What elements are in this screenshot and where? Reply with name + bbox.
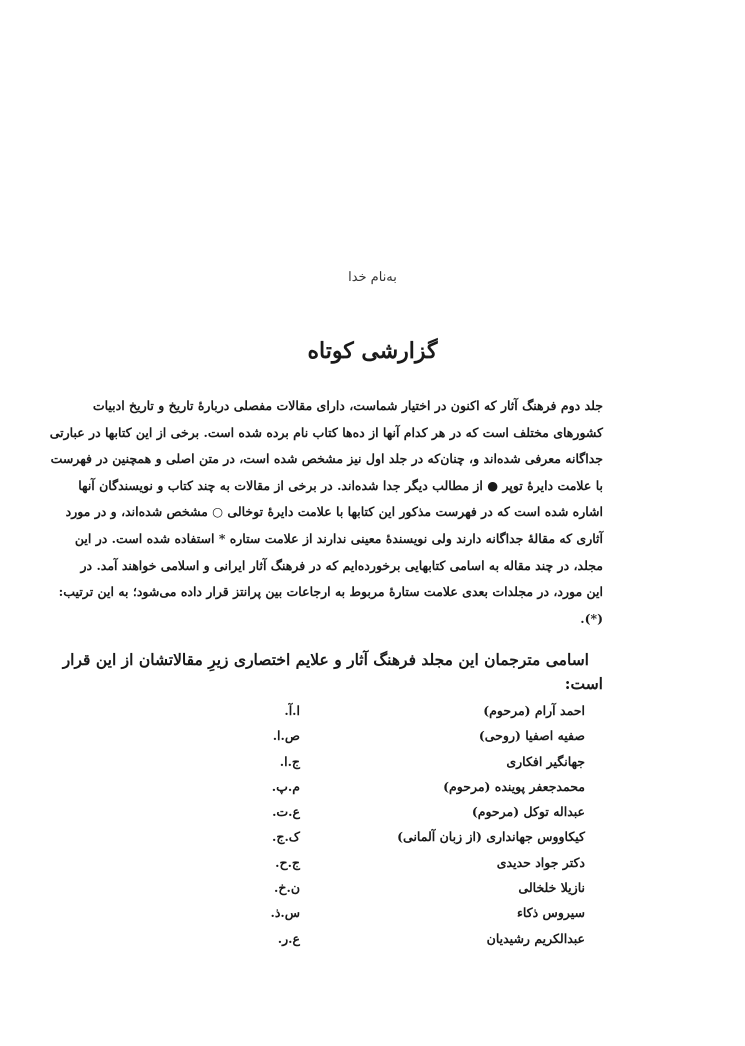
list-item bbox=[260, 875, 585, 900]
translator-abbr: س.ذ. bbox=[270, 905, 300, 921]
list-item bbox=[260, 799, 585, 824]
translator-abbr: ع.ت. bbox=[272, 804, 300, 820]
list-item bbox=[260, 850, 585, 875]
translator-abbr: ج.ا. bbox=[279, 753, 300, 769]
translator-name: جهانگیر افکاری bbox=[506, 753, 585, 769]
list-item bbox=[260, 723, 585, 748]
paragraph-line: اشاره شده است که در فهرست مذکور این کتابها با علامت دایرهٔ توخالی ○ مشخص شده‌اند، و در مورد bbox=[65, 504, 603, 520]
translators-heading bbox=[62, 648, 603, 696]
list-item bbox=[260, 774, 585, 799]
page-title: گزارشی کوتاه bbox=[307, 338, 438, 364]
translator-abbr: ا.آ. bbox=[284, 703, 300, 718]
translator-name: نازیلا خلخالی bbox=[518, 880, 585, 896]
translator-abbr: ع.ر. bbox=[277, 930, 300, 946]
translator-name: عبداله توکل (مرحوم) bbox=[471, 804, 585, 820]
translators-list bbox=[260, 698, 585, 951]
paragraph-line: آثاری که مقالهٔ جداگانه دارند ولی نویسندهٔ معینی ندارند از علامت ستاره * استفاده شده است. در این bbox=[74, 530, 603, 546]
translator-name: احمد آرام (مرحوم) bbox=[483, 703, 585, 718]
list-item bbox=[260, 698, 585, 723]
translator-name: کیکاووس جهانداری (از زبان آلمانی) bbox=[397, 829, 585, 845]
translator-abbr: ک.ج. bbox=[272, 829, 300, 845]
list-item bbox=[260, 749, 585, 774]
translator-abbr: ن.خ. bbox=[274, 880, 300, 896]
basmala-heading: به‌نام خدا bbox=[348, 270, 397, 285]
translator-name: سیروس ذکاء bbox=[517, 905, 585, 921]
translator-name: عبدالکریم رشیدیان bbox=[486, 930, 585, 946]
paragraph-line: (*). bbox=[580, 610, 603, 626]
list-item bbox=[260, 900, 585, 925]
list-item bbox=[260, 824, 585, 849]
translator-abbr: م.پ. bbox=[271, 778, 300, 794]
list-item bbox=[260, 926, 585, 951]
paragraph-line: جداگانه معرفی شده‌اند و، چنان‌که در جلد اول نیز مشخص شده است، در متن اصلی و همچنین در فهرست bbox=[50, 451, 603, 467]
translator-abbr: ج.ح. bbox=[275, 854, 300, 870]
translator-name: محمدجعفر پوینده (مرحوم) bbox=[443, 778, 585, 794]
translator-abbr: ص.ا. bbox=[272, 728, 300, 744]
translators-heading-line: است: bbox=[564, 674, 603, 693]
intro-paragraph bbox=[49, 393, 603, 632]
translator-name: دکتر جواد حدیدی bbox=[496, 854, 585, 870]
translator-name: صفیه اصفیا (روحی) bbox=[478, 728, 585, 744]
paragraph-line: جلد دوم فرهنگ آثار که اکنون در اختیار شماست، دارای مقالات مفصلی دربارهٔ تاریخ و تاریخ ادبیات bbox=[92, 398, 603, 413]
paragraph-line: با علامت دایرهٔ توپر ● از مطالب دیگر جدا شده‌اند. در برخی از مقالات به چند کتاب و نویسندگان آنها bbox=[78, 477, 603, 493]
paragraph-line: مجلد، در چند مقاله به اسامی کتابهایی برخورده‌ایم که در فرهنگ آثار ایرانی و اسلامی خواهند آمد. در bbox=[80, 557, 603, 573]
paragraph-line: کشورهای مختلف است که در هر کدام آنها از ده‌ها کتاب نام برده شده است. برخی از این کتابها در عبارتی bbox=[49, 424, 603, 440]
paragraph-line: این مورد، در مجلدات بعدی علامت ستارهٔ مربوط به ارجاعات بین پرانتز قرار داده می‌شود؛ به این ترتیب: bbox=[58, 584, 603, 600]
translators-heading-line: اسامی مترجمان این مجلد فرهنگ آثار و علایم اختصاری زیرِ مقالاتشان از این قرار bbox=[62, 650, 589, 669]
